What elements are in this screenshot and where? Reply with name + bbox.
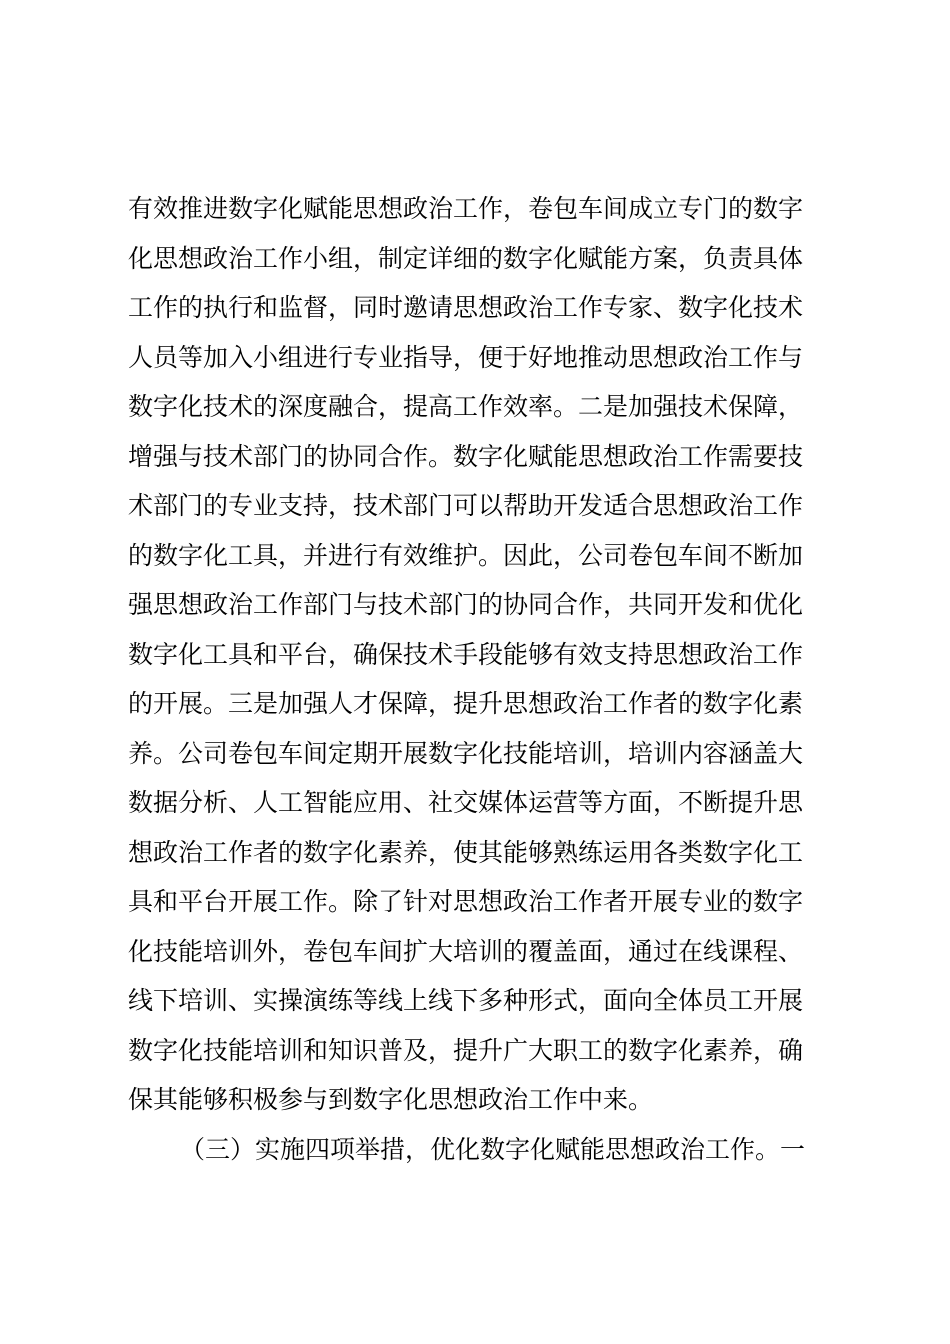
text-line: 数字化技术的深度融合，提高工作效率。二是加强技术保障， [128,392,804,421]
text-line: 的数字化工具，并进行有效维护。因此，公司卷包车间不断加 [128,540,804,570]
text-line: 数字化技能培训和知识普及，提升广大职工的数字化素养，确 [128,1035,804,1065]
text-line: 术部门的专业支持，技术部门可以帮助开发适合思想政治工作 [128,491,804,520]
text-line: 保其能够积极参与到数字化思想政治工作中来。 [128,1085,654,1114]
text-line: 化技能培训外，卷包车间扩大培训的覆盖面，通过在线课程、 [128,936,804,966]
text-line: 的开展。三是加强人才保障，提升思想政治工作者的数字化素 [128,689,804,718]
body-text [128,184,840,1174]
text-line: 具和平台开展工作。除了针对思想政治工作者开展专业的数字 [128,887,804,916]
text-line: 数字化工具和平台，确保技术手段能够有效支持思想政治工作 [128,639,804,669]
text-line: 强思想政治工作部门与技术部门的协同合作，共同开发和优化 [128,590,804,619]
text-line: 人员等加入小组进行专业指导，便于好地推动思想政治工作与 [128,342,804,372]
text-line: 线下培训、实操演练等线上线下多种形式，面向全体员工开展 [128,986,804,1015]
text-line: 增强与技术部门的协同合作。数字化赋能思想政治工作需要技 [128,441,804,471]
text-line: 想政治工作者的数字化素养，使其能够熟练运用各类数字化工 [128,837,804,867]
text-line: 养。公司卷包车间定期开展数字化技能培训，培训内容涵盖大 [128,738,804,768]
text-line: 数据分析、人工智能应用、社交媒体运营等方面，不断提升思 [128,788,804,817]
text-line: 有效推进数字化赋能思想政治工作，卷包车间成立专门的数字 [128,194,804,223]
text-line: 化思想政治工作小组，制定详细的数字化赋能方案，负责具体 [128,243,804,273]
section-heading-line: （三）实施四项举措，优化数字化赋能思想政治工作。一 [180,1134,806,1164]
text-line: 工作的执行和监督，同时邀请思想政治工作专家、数字化技术 [128,293,804,322]
